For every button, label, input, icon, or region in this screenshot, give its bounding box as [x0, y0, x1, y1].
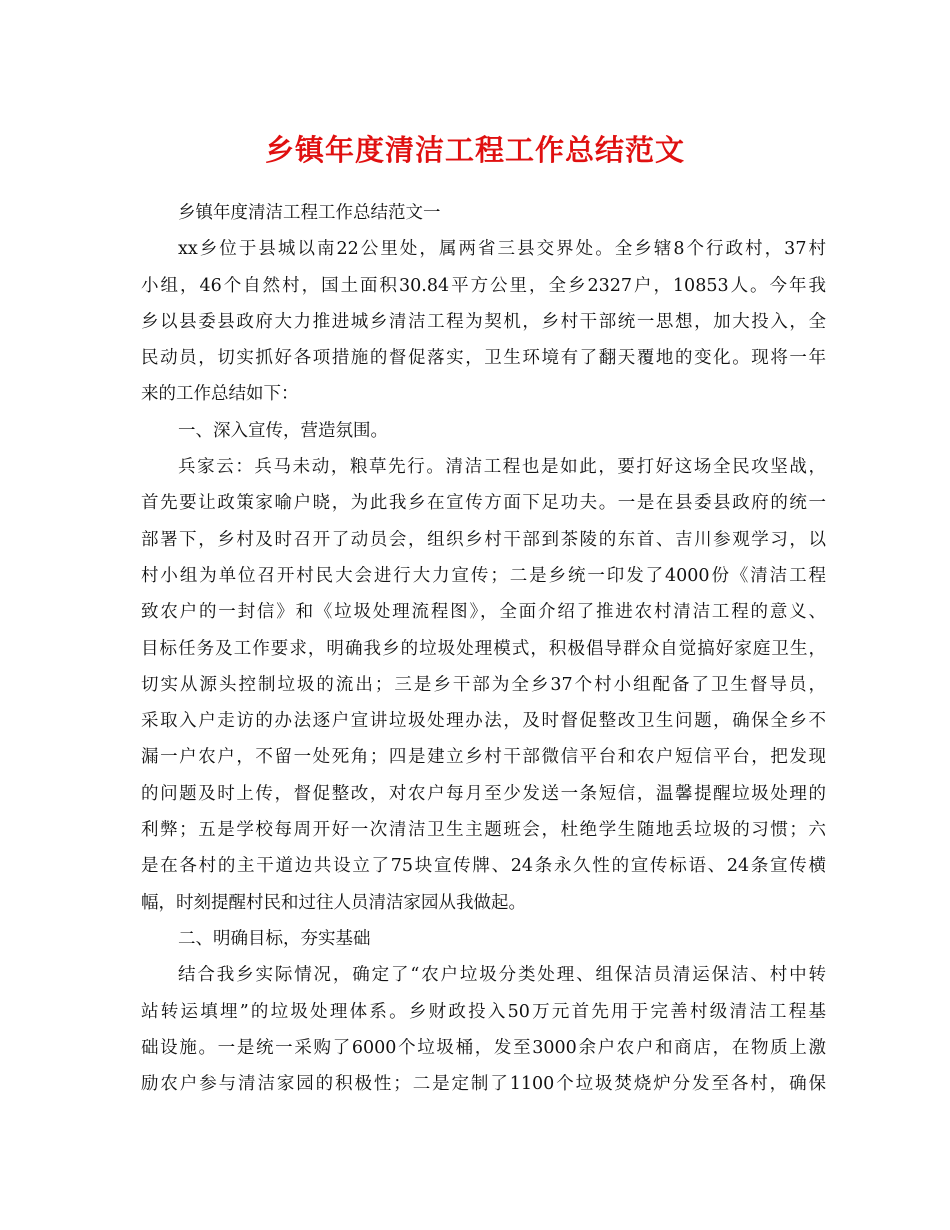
paragraph-line: 乡以县委县政府大力推进城乡清洁工程为契机，乡村干部统一思想，加大投入，全 [141, 311, 826, 332]
paragraph-line: 兵家云：兵马未动，粮草先行。清洁工程也是如此，要打好这场全民攻坚战， [178, 457, 826, 478]
paragraph-line: 来的工作总结如下： [141, 384, 299, 405]
section-heading: 一、深入宣传，营造氛围。 [178, 420, 388, 441]
paragraph-line: 切实从源头控制垃圾的流出；三是乡干部为全乡37个村小组配备了卫生督导员， [141, 674, 826, 695]
paragraph-line: 利弊；五是学校每周开好一次清洁卫生主题班会，杜绝学生随地丢垃圾的习惯；六 [141, 820, 826, 841]
paragraph-line: 致农户的一封信》和《垃圾处理流程图》，全面介绍了推进农村清洁工程的意义、 [141, 602, 826, 623]
paragraph-line: 采取入户走访的办法逐户宣讲垃圾处理办法，及时督促整改卫生问题，确保全乡不 [141, 711, 826, 732]
paragraph-line: 漏一户农户，不留一处死角；四是建立乡村干部微信平台和农户短信平台，把发现 [141, 747, 826, 768]
paragraph-line: 目标任务及工作要求，明确我乡的垃圾处理模式，积极倡导群众自觉搞好家庭卫生， [141, 638, 826, 659]
paragraph-line: 幅，时刻提醒村民和过往人员清洁家园从我做起。 [141, 892, 526, 913]
paragraph-line: 首先要让政策家喻户晓，为此我乡在宣传方面下足功夫。一是在县委县政府的统一 [141, 493, 826, 514]
paragraph-line: 结合我乡实际情况，确定了“农户垃圾分类处理、组保洁员清运保洁、村中转 [178, 965, 826, 986]
paragraph-line: 是在各村的主干道边共设立了75块宣传牌、24条永久性的宣传标语、24条宣传横 [141, 856, 826, 877]
document-body [141, 195, 826, 1102]
paragraph-line: 励农户参与清洁家园的积极性；二是定制了1100个垃圾焚烧炉分发至各村，确保 [141, 1074, 826, 1095]
paragraph-line: 的问题及时上传，督促整改，对农户每月至少发送一条短信，温馨提醒垃圾处理的 [141, 783, 826, 804]
document-title: 乡镇年度清洁工程工作总结范文 [264, 133, 685, 167]
paragraph-line: xx乡位于县城以南22公里处，属两省三县交界处。全乡辖8个行政村，37村 [178, 239, 826, 260]
paragraph-line: 民动员，切实抓好各项措施的督促落实，卫生环境有了翻天覆地的变化。现将一年 [141, 348, 826, 369]
paragraph-line: 础设施。一是统一采购了6000个垃圾桶，发至3000余户农户和商店，在物质上激 [141, 1037, 826, 1058]
paragraph-line: 部署下，乡村及时召开了动员会，组织乡村干部到茶陵的东首、吉川参观学习，以 [141, 529, 826, 550]
paragraph-line: 村小组为单位召开村民大会进行大力宣传；二是乡统一印发了4000份《清洁工程 [141, 565, 826, 586]
paragraph-line: 站转运填埋”的垃圾处理体系。乡财政投入50万元首先用于完善村级清洁工程基 [141, 1001, 826, 1022]
paragraph-line: 小组，46个自然村，国土面积30.84平方公里，全乡2327户，10853人。今年我 [141, 275, 826, 296]
section-heading: 二、明确目标，夯实基础 [178, 928, 371, 949]
subtitle-line: 乡镇年度清洁工程工作总结范文一 [178, 203, 441, 223]
